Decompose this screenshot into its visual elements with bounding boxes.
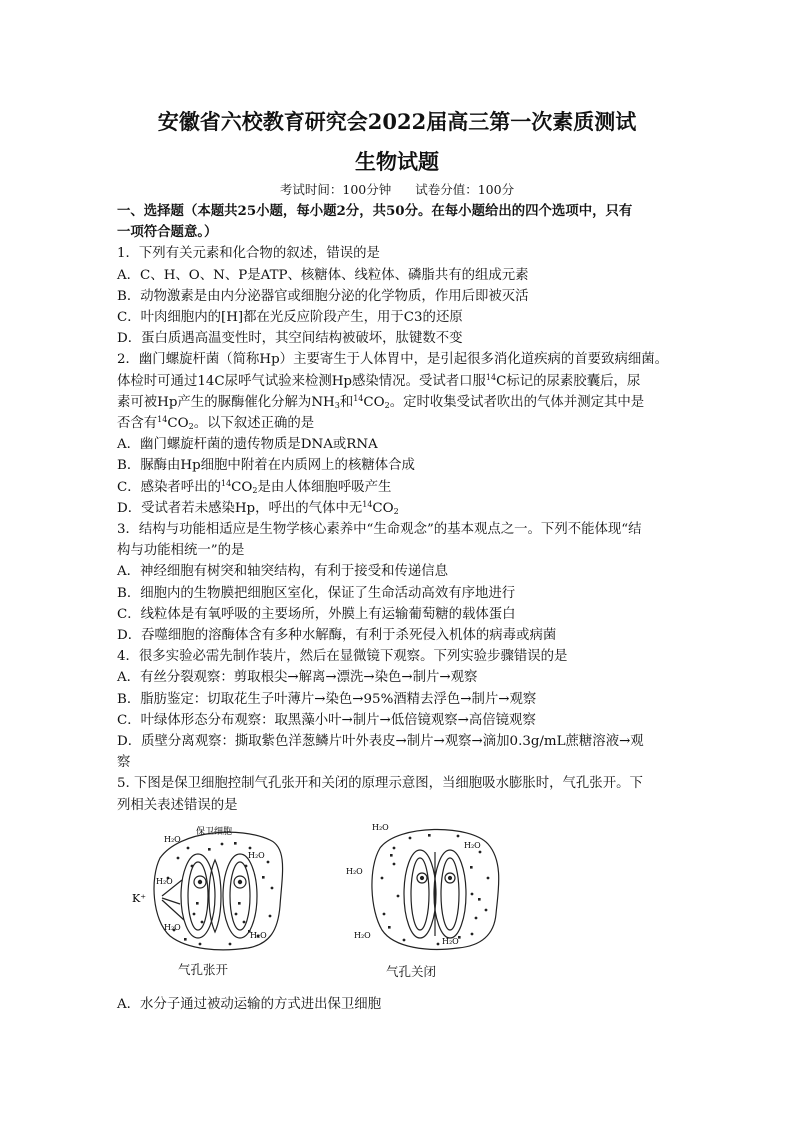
q2-stem-line1: 2．幽门螺旋杆菌（简称Hp）主要寄生于人体胃中，是引起很多消化道疾病的首要致病细菌。 xyxy=(117,352,669,368)
section-heading: 一、选择题（本题共25小题，每小题2分，共50分。在每小题给出的四个选项中，只有 xyxy=(117,203,633,219)
water-label: H₂O xyxy=(248,851,265,860)
exam-meta xyxy=(0,180,794,198)
water-label: H₂O xyxy=(464,841,481,850)
q1-option-a: A．C、H、O、N、P是ATP、核糖体、线粒体、磷脂共有的组成元素 xyxy=(117,267,529,283)
q4-option-b: B．脂肪鉴定：切取花生子叶薄片→染色→95%酒精去浮色→制片→观察 xyxy=(117,691,537,707)
q4-stem: 4．很多实验必需先制作装片，然后在显微镜下观察。下列实验步骤错误的是 xyxy=(117,649,568,665)
stomata-figure xyxy=(130,818,510,988)
q2-stem-line4: 否含有$^{14}CO_2$。以下叙述正确的是 xyxy=(117,415,315,432)
q1-option-b: B．动物激素是由内分泌器官或细胞分泌的化学物质，作用后即被灭活 xyxy=(117,288,529,304)
q4-option-a: A．有丝分裂观察：剪取根尖→解离→漂洗→染色→制片→观察 xyxy=(117,670,478,686)
caption-open: 气孔张开 xyxy=(178,962,229,977)
q5-option-a: A．水分子通过被动运输的方式进出保卫细胞 xyxy=(117,997,382,1012)
caption-closed: 气孔关闭 xyxy=(386,964,437,979)
water-label: H₂O xyxy=(442,937,459,946)
question-body xyxy=(117,201,679,816)
q4-option-d-cont: 察 xyxy=(117,755,131,771)
q1-option-c: C．叶肉细胞内的[H]都在光反应阶段产生，用于C3的还原 xyxy=(117,310,463,326)
q2-option-c: C．感染者呼出的$^{14}CO_2$是由人体细胞呼吸产生 xyxy=(117,478,392,495)
q5-stem-line2: 列相关表述错误的是 xyxy=(117,797,238,813)
q3-stem-line2: 构与功能相统一”的是 xyxy=(117,543,245,559)
q2-stem-line2: 体检时可通过14C尿呼气试验来检测Hp感染情况。受试者口服$^{14}$C标记的尿素胶囊后，尿 xyxy=(117,372,641,389)
exam-title: 安徽省六校教育研究会2022届高三第一次素质测试 xyxy=(157,109,637,134)
q3-stem-line1: 3．结构与功能相适应是生物学核心素养中“生命观念”的基本观点之一。下列不能体现“结 xyxy=(117,522,642,538)
q2-option-b: B．脲酶由Hp细胞中附着在内质网上的核糖体合成 xyxy=(117,458,415,474)
section-heading-cont: 一项符合题意。） xyxy=(117,224,218,241)
water-label: H₂O xyxy=(156,877,173,886)
water-label: H₂O xyxy=(164,835,181,844)
water-label: H₂O xyxy=(346,867,363,876)
q3-option-d: D．吞噬细胞的溶酶体含有多种水解酶，有利于杀死侵入机体的病毒或病菌 xyxy=(117,628,557,644)
q3-option-a: A．神经细胞有树突和轴突结构，有利于接受和传递信息 xyxy=(117,564,449,580)
q1-stem: 1．下列有关元素和化合物的叙述，错误的是 xyxy=(117,246,380,262)
water-label: H₂O xyxy=(164,923,181,932)
q3-option-c: C．线粒体是有氧呼吸的主要场所，外膜上有运输葡萄糖的载体蛋白 xyxy=(117,606,516,622)
exam-subtitle: 生物试题 xyxy=(355,149,439,174)
q4-option-d: D．质壁分离观察：撕取紫色洋葱鳞片叶外表皮→制片→观察→滴加0.3g/mL蔗糖溶液→观 xyxy=(117,734,644,750)
q2-option-a: A．幽门螺旋杆菌的遗传物质是DNA或RNA xyxy=(117,437,378,453)
q1-option-d: D．蛋白质遇高温变性时，其空间结构被破坏，肽键数不变 xyxy=(117,331,463,347)
guard-cell-label: 保卫细胞 xyxy=(196,827,233,837)
q3-option-b: B．细胞内的生物膜把细胞区室化，保证了生命活动高效有序地进行 xyxy=(117,585,516,601)
water-label: H₂O xyxy=(250,931,267,940)
potassium-label: K⁺ xyxy=(132,892,147,905)
water-label: H₂O xyxy=(354,931,371,940)
water-label: H₂O xyxy=(372,823,389,832)
q4-option-c: C．叶绿体形态分布观察：取黑藻小叶→制片→低倍镜观察→高倍镜观察 xyxy=(117,712,536,728)
q2-stem-line3: 素可被Hp产生的脲酶催化分解为$NH_3$和$^{14}CO_2$。定时收集受试者吹出的气体并测定其中是 xyxy=(117,393,645,410)
q2-option-d: D．受试者若未感染Hp，呼出的气体中无$^{14}CO_2$ xyxy=(117,499,399,516)
q5-stem-line1: 5. 下图是保卫细胞控制气孔张开和关闭的原理示意图，当细胞吸水膨胀时，气孔张开。下 xyxy=(117,776,643,792)
exam-time: 考试时间：100分钟 xyxy=(279,182,392,197)
exam-score: 试卷分值：100分 xyxy=(415,182,515,197)
